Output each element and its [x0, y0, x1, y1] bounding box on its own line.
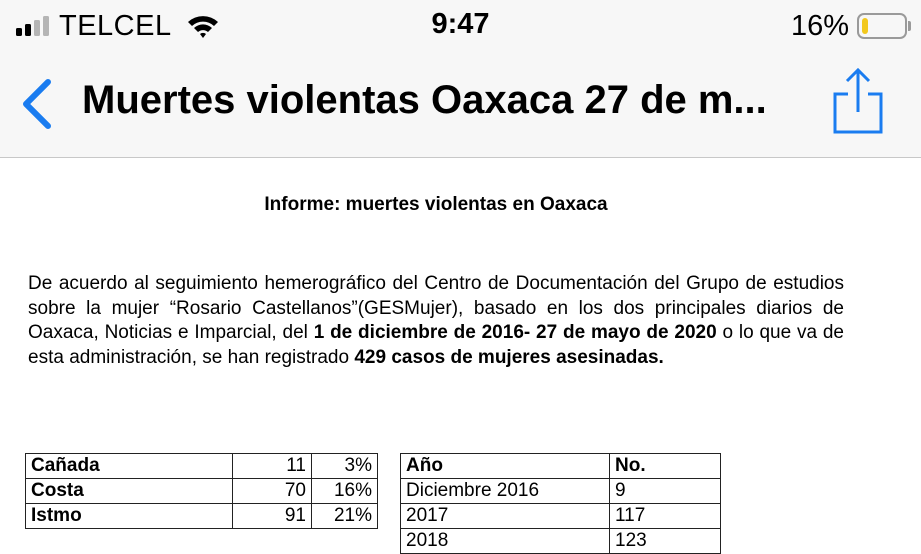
count-cell: 123 [610, 529, 721, 554]
regions-table [25, 453, 378, 529]
battery-level [862, 18, 868, 34]
table-row [401, 479, 721, 504]
document-title: Muertes violentas Oaxaca 27 de m... [82, 78, 767, 122]
count-cell: 70 [233, 479, 312, 504]
region-cell: Istmo [26, 504, 233, 529]
carrier-name: TELCEL [59, 9, 172, 42]
percent-cell: 21% [312, 504, 378, 529]
table-row [401, 504, 721, 529]
navigation-bar [0, 52, 921, 158]
years-table [400, 453, 721, 554]
table-row [26, 454, 378, 479]
paragraph-date-range: 1 de diciembre de 2016- 27 de mayo de 2020 [313, 322, 717, 343]
table-row [401, 529, 721, 554]
table-row [26, 504, 378, 529]
report-heading: Informe: muertes violentas en Oaxaca [264, 194, 608, 215]
year-cell: 2018 [401, 529, 610, 554]
paragraph-text: o lo que va de esta administración, se han registrado [28, 322, 844, 368]
paragraph-text: De acuerdo al seguimiento hemerográfico del Centro de Documentación del Grupo de estudios sobre la mujer “Rosario Castellanos”(GESMujer), basado en los dos principales diarios de Oaxaca, Noticias e Imparcial, del [28, 273, 844, 343]
count-cell: 91 [233, 504, 312, 529]
table-header-row [401, 454, 721, 479]
paragraph-case-count: 429 casos de mujeres asesinadas. [354, 346, 664, 368]
table-row [26, 479, 378, 504]
region-cell: Cañada [26, 454, 233, 479]
chevron-left-icon[interactable] [16, 74, 60, 134]
document-content [0, 158, 921, 551]
status-time: 9:47 [431, 8, 490, 40]
count-cell: 11 [233, 454, 312, 479]
percent-cell: 16% [312, 479, 378, 504]
battery-nub [908, 21, 911, 31]
status-right [791, 6, 909, 46]
report-paragraph [28, 272, 844, 370]
battery-percentage: 16% [790, 9, 849, 42]
year-header: Año [401, 454, 610, 479]
share-icon[interactable] [830, 66, 886, 136]
year-cell: Diciembre 2016 [401, 479, 610, 504]
count-cell: 117 [610, 504, 721, 529]
status-bar [0, 0, 921, 52]
count-header: No. [610, 454, 721, 479]
percent-cell: 3% [312, 454, 378, 479]
count-cell: 9 [610, 479, 721, 504]
battery-icon [857, 13, 909, 39]
region-cell: Costa [26, 479, 233, 504]
year-cell: 2017 [401, 504, 610, 529]
